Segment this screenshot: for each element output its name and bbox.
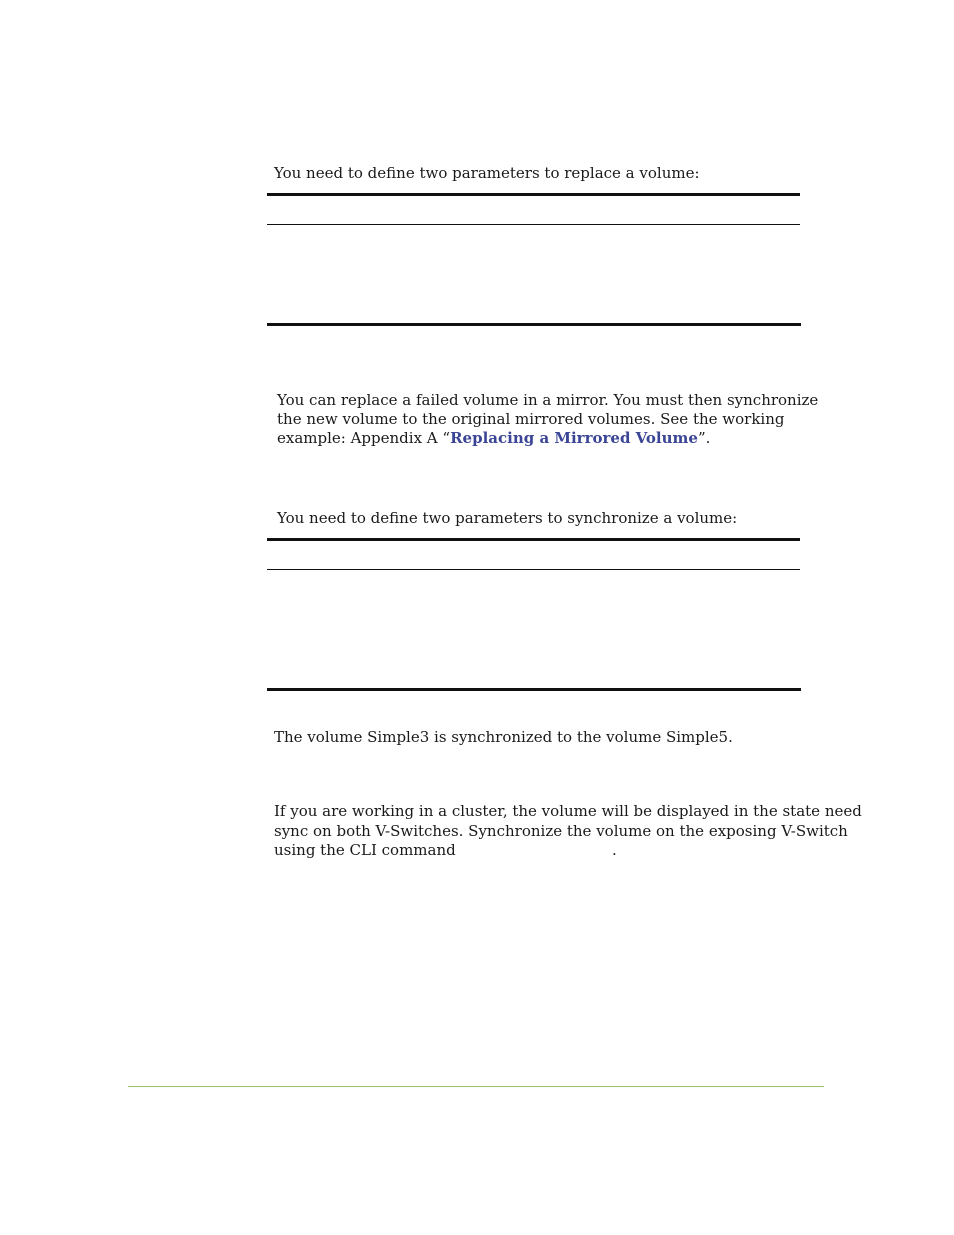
sync-table-top-rule [267, 538, 800, 541]
footer-divider [128, 1086, 824, 1087]
sync-intro-text: You need to define two parameters to synchronize a volume: [277, 509, 738, 527]
replace-intro-text: You need to define two parameters to replace a volume: [274, 164, 700, 182]
appendix-suffix-text: ”. [697, 429, 711, 447]
cluster-note-end-period: . [612, 841, 617, 859]
sync-description-line-2: the new volume to the original mirrored volumes. See the working [277, 410, 785, 428]
cluster-note-line-3: using the CLI command [274, 841, 456, 859]
cluster-note-line-2: sync on both V-Switches. Synchronize the volume on the exposing V-Switch [274, 822, 848, 840]
sync-table-bottom-rule [267, 688, 801, 691]
sync-result-text: The volume Simple3 is synchronized to the volume Simple5. [274, 728, 733, 746]
replace-table-bottom-rule [267, 323, 801, 326]
replace-table-top-rule [267, 193, 800, 196]
cluster-note-line-1: If you are working in a cluster, the volume will be displayed in the state need [274, 802, 862, 820]
replace-table-header-rule [267, 224, 800, 225]
replacing-mirrored-volume-link[interactable]: Replacing a Mirrored Volume [450, 429, 698, 447]
appendix-prefix-text: example: Appendix A “ [277, 429, 451, 447]
sync-description-line-1: You can replace a failed volume in a mirror. You must then synchronize [277, 391, 819, 409]
sync-table-header-rule [267, 569, 800, 570]
sync-description-line-3 [277, 429, 710, 449]
